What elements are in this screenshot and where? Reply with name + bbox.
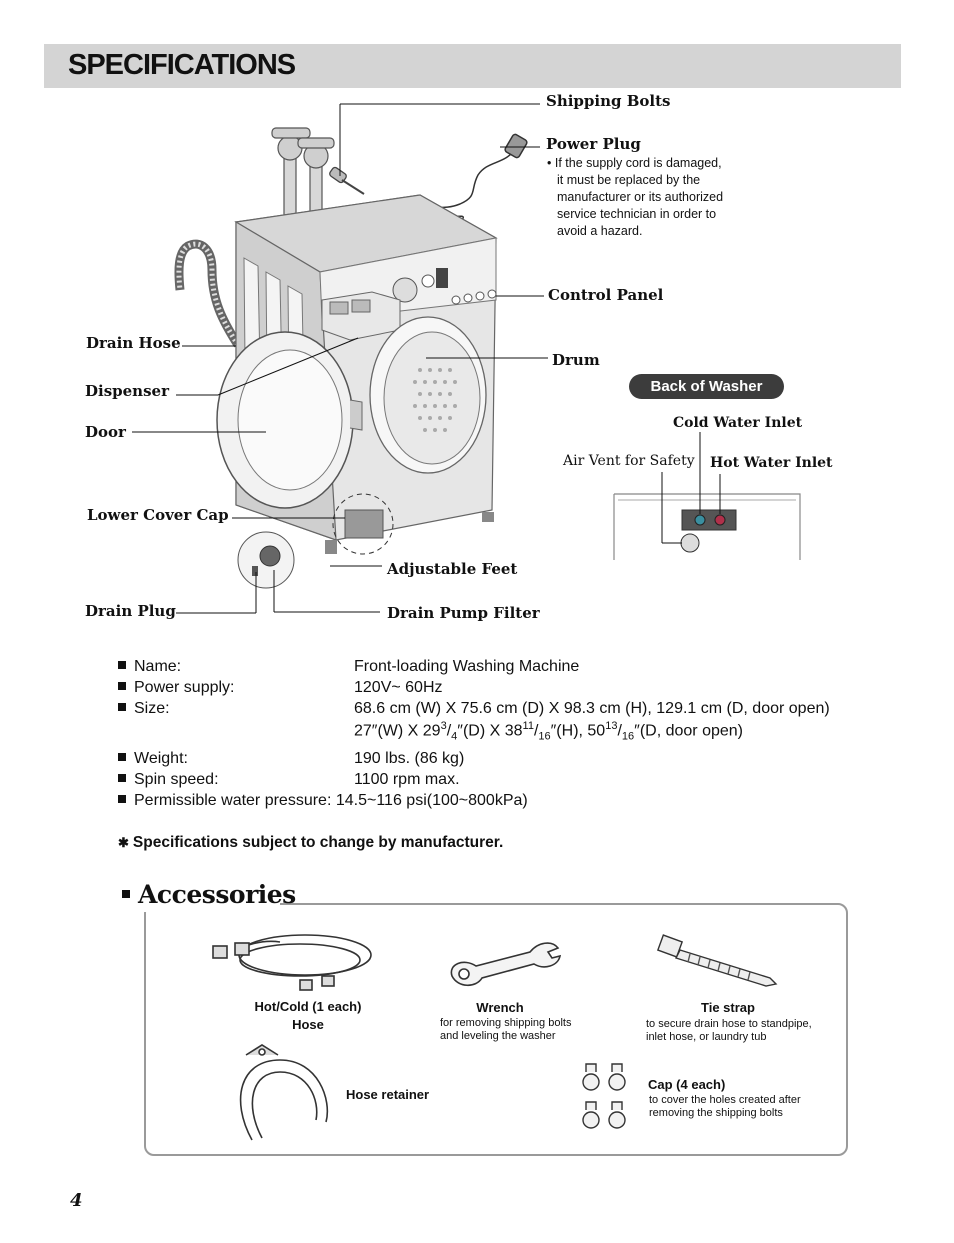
page-title: SPECIFICATIONS	[68, 49, 296, 81]
note-line: service technician in order to	[557, 207, 717, 221]
desc-line: inlet hose, or laundry tub	[646, 1031, 767, 1043]
spec-label: Size:	[134, 700, 170, 717]
hose-label	[228, 999, 388, 1032]
label-power-plug: Power Plug	[546, 135, 641, 153]
fraction-slash: /	[617, 722, 622, 740]
tie-strap-label: Tie strap	[701, 1000, 755, 1015]
spec-name-label	[118, 658, 181, 676]
footnote	[118, 834, 503, 852]
spec-label: Permissible water pressure:	[134, 792, 332, 809]
bullet-square	[118, 795, 126, 803]
fraction-den: 16	[621, 730, 635, 743]
fraction-num: 11	[522, 720, 534, 732]
fraction-slash: /	[446, 722, 452, 740]
spec-power-label	[118, 679, 235, 697]
desc-line: to secure drain hose to standpipe,	[646, 1018, 812, 1030]
cap-desc	[649, 1094, 801, 1120]
spec-value: 14.5~116 psi(100~800kPa)	[335, 792, 528, 809]
caps-illustration	[583, 1064, 625, 1128]
hose-label-line: Hose	[292, 1017, 324, 1032]
tie-strap-illustration	[658, 935, 776, 986]
hose-retainer-illustration	[241, 1045, 328, 1140]
hose-retainer-label: Hose retainer	[346, 1087, 430, 1102]
bullet-square	[118, 682, 126, 690]
label-drum: Drum	[552, 351, 600, 369]
cap-label: Cap (4 each)	[648, 1077, 726, 1092]
note-line: it must be replaced by the	[557, 173, 701, 187]
spec-size-label	[118, 700, 170, 718]
size-part: ″(D, door open)	[634, 722, 743, 740]
spec-label: Power supply:	[134, 679, 235, 696]
label-drain-plug: Drain Plug	[85, 602, 176, 620]
accessories-title-text: Accessories	[138, 880, 296, 909]
bullet-square	[118, 753, 126, 761]
desc-line: and leveling the washer	[440, 1030, 556, 1042]
power-plug-note	[547, 155, 723, 240]
washer-body-illustration	[217, 195, 496, 588]
label-drain-pump-filter: Drain Pump Filter	[387, 604, 540, 622]
wrench-illustration	[451, 943, 560, 985]
bullet-square	[118, 774, 126, 782]
spec-weight-value: 190 lbs. (86 kg)	[354, 750, 465, 767]
fraction-num: 13	[605, 720, 618, 732]
label-hot-water-inlet: Hot Water Inlet	[710, 455, 833, 471]
label-cold-water-inlet: Cold Water Inlet	[673, 415, 803, 431]
spec-name-value: Front-loading Washing Machine	[354, 658, 580, 675]
spec-weight-label	[118, 750, 188, 768]
spec-size-value: 68.6 cm (W) X 75.6 cm (D) X 98.3 cm (H), 129.1 cm (D, door open)	[354, 700, 830, 717]
note-line: • If the supply cord is damaged,	[547, 156, 722, 170]
desc-line: to cover the holes created after	[649, 1094, 801, 1106]
desc-line: for removing shipping bolts	[440, 1017, 572, 1029]
label-adjustable-feet: Adjustable Feet	[387, 560, 518, 578]
label-lower-cover-cap: Lower Cover Cap	[87, 506, 229, 524]
fraction-den: 16	[538, 730, 551, 743]
spec-size-inch-value	[354, 720, 743, 743]
spec-power-value: 120V~ 60Hz	[354, 679, 443, 696]
spec-spin-label	[118, 771, 219, 789]
label-dispenser: Dispenser	[85, 382, 169, 400]
bullet-square	[118, 703, 126, 711]
spec-label: Weight:	[134, 750, 188, 767]
bullet-square	[118, 661, 126, 669]
footnote-text: Specifications subject to change by manufacturer.	[132, 834, 504, 851]
desc-line: removing the shipping bolts	[649, 1107, 783, 1119]
back-of-washer-illustration	[614, 432, 800, 560]
wrench-desc	[440, 1017, 571, 1043]
size-part: 27″(W) X 29	[354, 722, 441, 740]
page-number: 4	[70, 1190, 83, 1211]
bullet-square	[122, 890, 130, 898]
shipping-bolt-illustration	[329, 166, 364, 194]
spec-pressure-row	[118, 792, 528, 810]
asterisk-icon: ✱	[118, 835, 129, 850]
label-control-panel: Control Panel	[548, 286, 664, 304]
label-air-vent: Air Vent for Safety	[563, 453, 695, 469]
label-drain-hose: Drain Hose	[86, 334, 181, 352]
note-line: manufacturer or its authorized	[557, 190, 724, 204]
wrench-label: Wrench	[476, 1000, 524, 1015]
fraction-slash: /	[533, 722, 539, 740]
tie-strap-desc	[646, 1018, 812, 1044]
spec-label: Name:	[134, 658, 182, 675]
spec-label: Spin speed:	[134, 771, 219, 788]
spec-spin-value: 1100 rpm max.	[354, 771, 460, 788]
hose-illustration	[213, 935, 371, 990]
back-of-washer-badge: Back of Washer	[629, 374, 784, 399]
size-part: ″(D) X 38	[457, 722, 523, 740]
label-door: Door	[85, 423, 126, 441]
size-part: ″(H), 50	[550, 722, 606, 740]
fraction-num: 3	[440, 720, 447, 732]
note-line: avoid a hazard.	[557, 224, 643, 238]
label-shipping-bolts: Shipping Bolts	[546, 92, 671, 110]
hose-label-line: Hot/Cold (1 each)	[254, 999, 362, 1014]
fraction-den: 4	[451, 730, 458, 743]
